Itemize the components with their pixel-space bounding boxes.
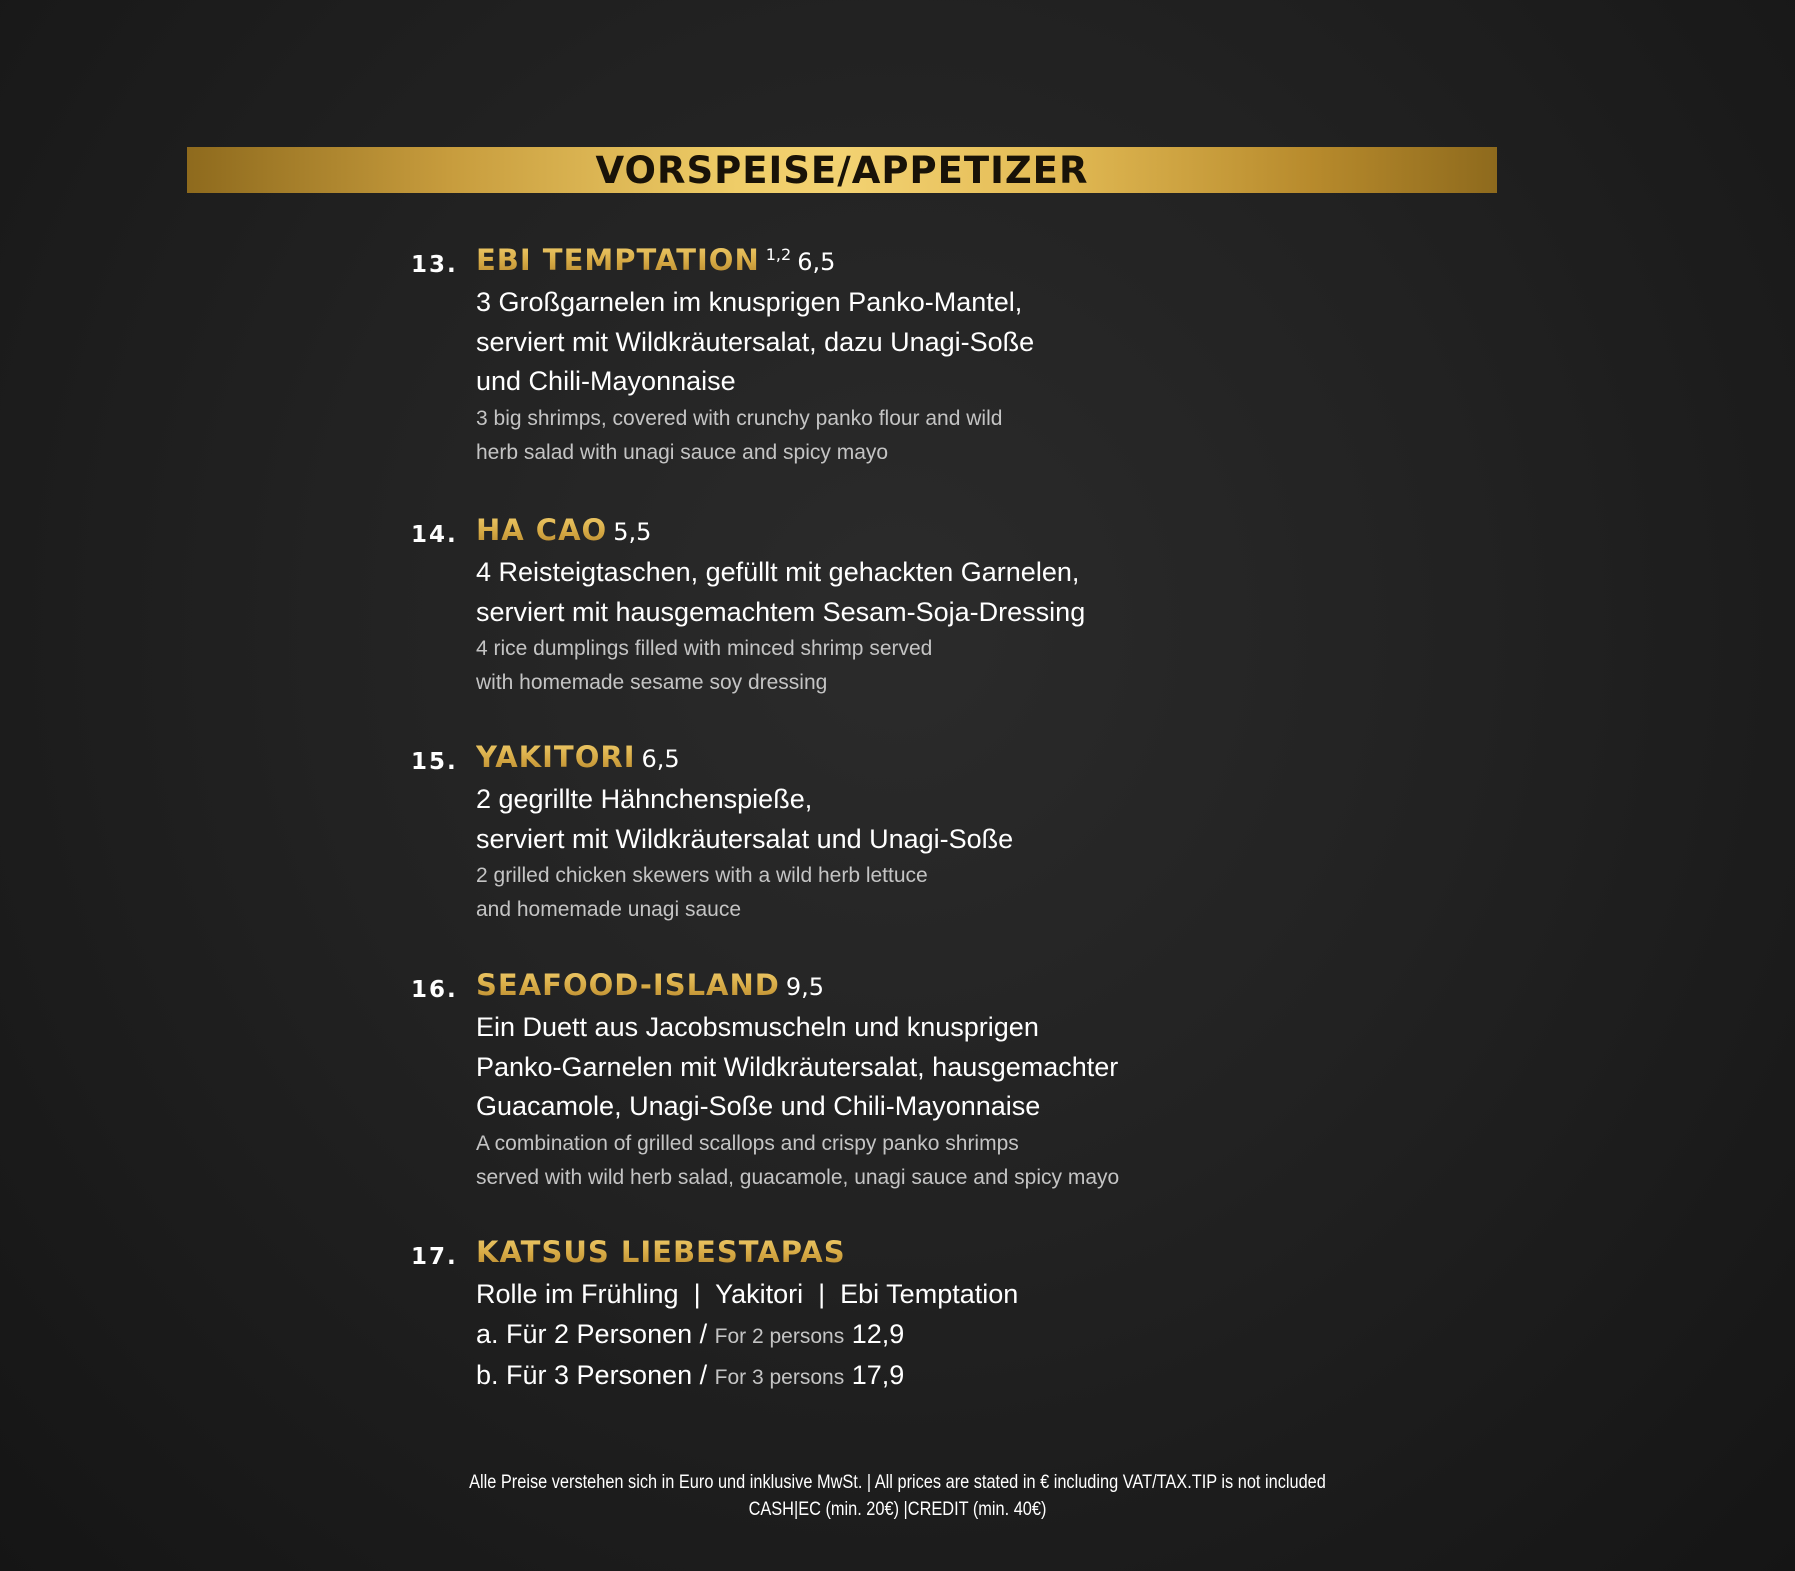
item-price: 9,5 bbox=[785, 973, 825, 1001]
option-label: b. Für 3 Personen / bbox=[476, 1360, 708, 1390]
section-title: VORSPEISE/APPETIZER bbox=[595, 148, 1089, 192]
item-description-de: Rolle im Frühling | Yakitori | Ebi Temptation bbox=[476, 1279, 1019, 1309]
item-description-en: with homemade sesame soy dressing bbox=[476, 671, 828, 694]
item-option bbox=[476, 1315, 1476, 1357]
item-number: 16. bbox=[411, 977, 458, 1003]
item-description-en: served with wild herb salad, guacamole, unagi sauce and spicy mayo bbox=[476, 1165, 1120, 1189]
item-description-de: serviert mit hausgemachtem Sesam-Soja-Dressing bbox=[476, 596, 1086, 627]
item-price: 6,5 bbox=[641, 745, 680, 773]
item-name: YAKITORI bbox=[476, 740, 636, 774]
option-note: For 3 persons bbox=[714, 1366, 845, 1389]
item-price: 5,5 bbox=[613, 518, 652, 546]
item-number: 17. bbox=[411, 1244, 458, 1270]
item-description-en: 2 grilled chicken skewers with a wild herb lettuce bbox=[476, 864, 928, 887]
option-label: a. Für 2 Personen / bbox=[476, 1318, 708, 1349]
item-description-de: serviert mit Wildkräutersalat, dazu Unagi-Soße bbox=[476, 326, 1035, 357]
item-description-de: Panko-Garnelen mit Wildkräutersalat, hausgemachter bbox=[476, 1051, 1119, 1082]
item-allergens: 1,2 bbox=[765, 245, 792, 264]
item-name: HA CAO bbox=[476, 513, 608, 547]
option-price: 17,9 bbox=[851, 1360, 905, 1390]
item-number: 15. bbox=[411, 749, 458, 775]
item-description-de: 2 gegrillte Hähnchenspieße, bbox=[476, 784, 813, 814]
item-price: 6,5 bbox=[797, 248, 836, 276]
item-description-de: und Chili-Mayonnaise bbox=[476, 366, 736, 396]
item-description-en: A combination of grilled scallops and crispy panko shrimps bbox=[476, 1131, 1019, 1155]
item-description-en: 4 rice dumplings filled with minced shrimp served bbox=[476, 637, 933, 660]
item-description-en: and homemade unagi sauce bbox=[476, 898, 742, 921]
option-note: For 2 persons bbox=[714, 1324, 845, 1348]
item-number: 13. bbox=[411, 252, 458, 278]
item-description-de: 4 Reisteigtaschen, gefüllt mit gehackten Garnelen, bbox=[476, 557, 1080, 587]
item-description-de: Guacamole, Unagi-Soße und Chili-Mayonnaise bbox=[476, 1091, 1041, 1121]
item-description-de: 3 Großgarnelen im knusprigen Panko-Mantel, bbox=[476, 287, 1023, 317]
footer-line-prices: Alle Preise verstehen sich in Euro und inklusive MwSt. | All prices are stated in € including VAT/TAX.TIP is not included bbox=[469, 1472, 1326, 1493]
option-price: 12,9 bbox=[851, 1318, 905, 1349]
price-footer bbox=[126, 1469, 1670, 1523]
item-option bbox=[476, 1356, 1476, 1398]
item-name: EBI TEMPTATION bbox=[476, 243, 760, 277]
section-banner bbox=[187, 147, 1497, 193]
item-name: KATSUS LIEBESTAPAS bbox=[476, 1235, 846, 1269]
item-description-de: serviert mit Wildkräutersalat und Unagi-Soße bbox=[476, 823, 1014, 854]
item-name: SEAFOOD-ISLAND bbox=[476, 968, 780, 1002]
item-description-en: 3 big shrimps, covered with crunchy panko flour and wild bbox=[476, 406, 1003, 430]
footer-line-payment: CASH|EC (min. 20€) |CREDIT (min. 40€) bbox=[748, 1499, 1047, 1520]
item-description-en: herb salad with unagi sauce and spicy mayo bbox=[476, 440, 889, 464]
item-description-de: Ein Duett aus Jacobsmuscheln und knusprigen bbox=[476, 1012, 1039, 1042]
item-number: 14. bbox=[411, 522, 458, 548]
